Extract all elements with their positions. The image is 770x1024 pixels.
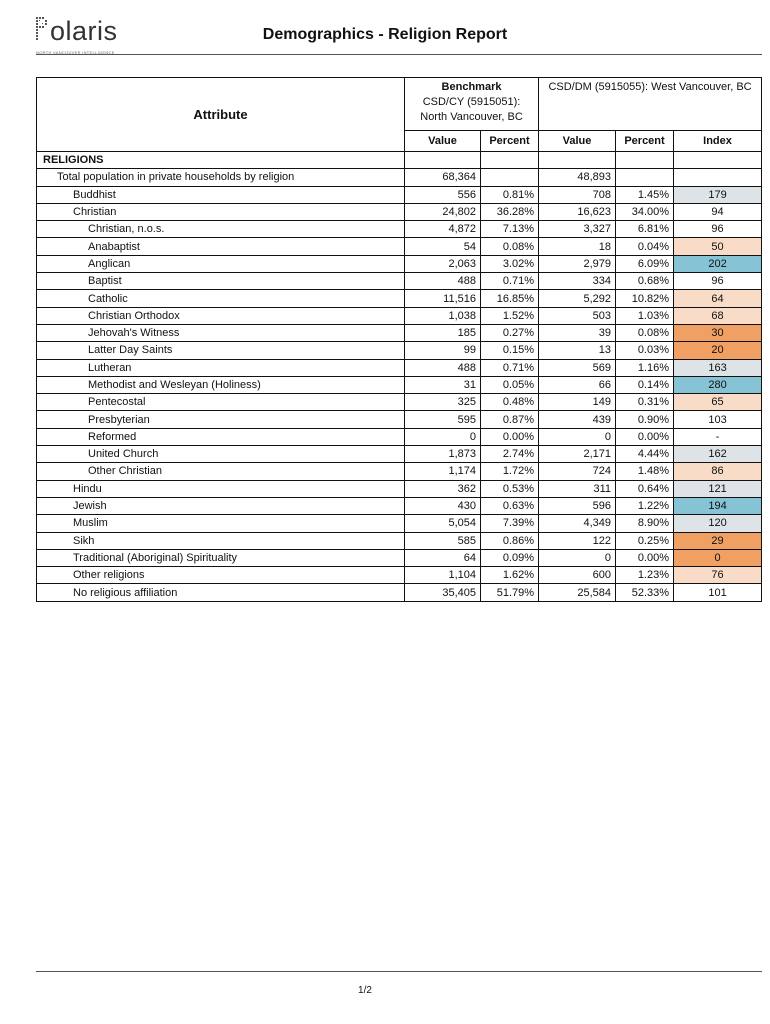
table-row [37,169,762,186]
value: 18 [539,238,616,255]
page-number: 1/2 [358,985,372,996]
benchmark-value: 1,873 [405,446,481,463]
section-row [37,152,762,169]
benchmark-percent: 0.86% [481,532,539,549]
row-label: Hindu [37,480,405,497]
benchmark-percent: 1.72% [481,463,539,480]
value: 503 [539,307,616,324]
value: 4,349 [539,515,616,532]
table-row [37,446,762,463]
benchmark-place: CSD/CY (5915051): North Vancouver, BC [420,96,523,123]
index-value: 162 [674,446,762,463]
section-title: RELIGIONS [37,152,405,169]
row-label: Methodist and Wesleyan (Holiness) [37,376,405,393]
row-label: Christian, n.o.s. [37,221,405,238]
percent: 0.25% [616,532,674,549]
benchmark-percent: 0.71% [481,359,539,376]
benchmark-percent: 51.79% [481,584,539,601]
benchmark-value: 2,063 [405,255,481,272]
benchmark-percent: 3.02% [481,255,539,272]
value: 39 [539,324,616,341]
percent: 1.45% [616,186,674,203]
value: 708 [539,186,616,203]
benchmark-percent: 7.13% [481,221,539,238]
percent: 6.09% [616,255,674,272]
index-value: 202 [674,255,762,272]
index-value: 103 [674,411,762,428]
row-label: Jehovah's Witness [37,324,405,341]
percent: 1.23% [616,567,674,584]
value: 439 [539,411,616,428]
value: 13 [539,342,616,359]
row-label: Reformed [37,428,405,445]
index-value: 96 [674,221,762,238]
benchmark-value: 5,054 [405,515,481,532]
index-value: 179 [674,186,762,203]
percent: 10.82% [616,290,674,307]
col-percent: Percent [616,131,674,152]
value: 600 [539,567,616,584]
index-value: 96 [674,273,762,290]
index-value: 68 [674,307,762,324]
benchmark-percent: 0.48% [481,394,539,411]
index-value: 64 [674,290,762,307]
col-value: Value [539,131,616,152]
percent: 52.33% [616,584,674,601]
table-row [37,186,762,203]
index-value: 121 [674,480,762,497]
value: 0 [539,428,616,445]
table-row [37,549,762,566]
benchmark-value: 54 [405,238,481,255]
table-row [37,307,762,324]
benchmark-percent: 0.05% [481,376,539,393]
value: 311 [539,480,616,497]
index-value: 65 [674,394,762,411]
percent: 34.00% [616,203,674,220]
value: 596 [539,497,616,514]
table-row [37,273,762,290]
benchmark-percent: 0.09% [481,549,539,566]
benchmark-percent: 16.85% [481,290,539,307]
benchmark-header [405,78,539,131]
benchmark-value: 430 [405,497,481,514]
benchmark-percent: 1.52% [481,307,539,324]
percent: 0.64% [616,480,674,497]
benchmark-value: 488 [405,359,481,376]
row-label: Presbyterian [37,411,405,428]
benchmark-value: 1,038 [405,307,481,324]
percent: 6.81% [616,221,674,238]
page-title: Demographics - Religion Report [262,26,508,43]
value: 16,623 [539,203,616,220]
percent: 0.08% [616,324,674,341]
benchmark-value: 185 [405,324,481,341]
row-label: Baptist [37,273,405,290]
benchmark-value: 325 [405,394,481,411]
table-row [37,532,762,549]
table-row [37,342,762,359]
table-row [37,584,762,601]
benchmark-value: 585 [405,532,481,549]
index-value: 94 [674,203,762,220]
benchmark-percent: 0.15% [481,342,539,359]
index-value [674,169,762,186]
benchmark-value: 1,104 [405,567,481,584]
row-label: Pentecostal [37,394,405,411]
table-row [37,359,762,376]
benchmark-percent: 0.27% [481,324,539,341]
value: 2,979 [539,255,616,272]
index-value: 50 [674,238,762,255]
index-value: - [674,428,762,445]
benchmark-percent: 0.08% [481,238,539,255]
table-row [37,515,762,532]
benchmark-value: 1,174 [405,463,481,480]
percent: 8.90% [616,515,674,532]
benchmark-percent: 0.71% [481,273,539,290]
row-label: Jewish [37,497,405,514]
row-label: United Church [37,446,405,463]
index-value: 30 [674,324,762,341]
value: 334 [539,273,616,290]
benchmark-percent: 36.28% [481,203,539,220]
polaris-logo [36,14,132,54]
benchmark-value: 64 [405,549,481,566]
attribute-header: Attribute [37,78,405,152]
benchmark-percent: 7.39% [481,515,539,532]
col-benchmark-value: Value [405,131,481,152]
benchmark-value: 362 [405,480,481,497]
percent: 0.03% [616,342,674,359]
table-row [37,394,762,411]
table-row [37,567,762,584]
row-label: Catholic [37,290,405,307]
benchmark-value: 595 [405,411,481,428]
percent: 0.14% [616,376,674,393]
percent: 1.03% [616,307,674,324]
table-row [37,428,762,445]
benchmark-value: 24,802 [405,203,481,220]
index-value: 280 [674,376,762,393]
index-value: 76 [674,567,762,584]
row-label: Lutheran [37,359,405,376]
table-row [37,463,762,480]
value: 3,327 [539,221,616,238]
percent: 1.16% [616,359,674,376]
row-label: Anglican [37,255,405,272]
religion-table [36,77,762,602]
comparison-header [539,78,762,131]
percent: 1.48% [616,463,674,480]
percent: 0.04% [616,238,674,255]
benchmark-value: 35,405 [405,584,481,601]
benchmark-value: 488 [405,273,481,290]
benchmark-value: 68,364 [405,169,481,186]
row-label: Anabaptist [37,238,405,255]
index-value: 101 [674,584,762,601]
benchmark-percent: 2.74% [481,446,539,463]
row-label: Muslim [37,515,405,532]
index-value: 120 [674,515,762,532]
index-value: 194 [674,497,762,514]
row-label: Other religions [37,567,405,584]
row-label: Sikh [37,532,405,549]
row-label: Other Christian [37,463,405,480]
benchmark-value: 0 [405,428,481,445]
value: 5,292 [539,290,616,307]
table-row [37,411,762,428]
table-row [37,221,762,238]
table-row [37,324,762,341]
value: 0 [539,549,616,566]
benchmark-percent: 0.53% [481,480,539,497]
row-label: Christian [37,203,405,220]
col-index: Index [674,131,762,152]
benchmark-label: Benchmark [441,81,502,93]
table-row [37,290,762,307]
percent: 0.00% [616,428,674,445]
benchmark-value: 31 [405,376,481,393]
percent: 0.31% [616,394,674,411]
percent: 0.68% [616,273,674,290]
table-row [37,238,762,255]
percent [616,169,674,186]
index-value: 0 [674,549,762,566]
percent: 4.44% [616,446,674,463]
benchmark-percent [481,169,539,186]
row-label: Christian Orthodox [37,307,405,324]
benchmark-percent: 1.62% [481,567,539,584]
percent: 1.22% [616,497,674,514]
value: 48,893 [539,169,616,186]
table-row [37,203,762,220]
index-value: 163 [674,359,762,376]
percent: 0.00% [616,549,674,566]
benchmark-percent: 0.87% [481,411,539,428]
comparison-place: CSD/DM (5915055): West Vancouver, BC [548,81,752,93]
row-label: No religious affiliation [37,584,405,601]
value: 569 [539,359,616,376]
benchmark-percent: 0.63% [481,497,539,514]
row-label: Buddhist [37,186,405,203]
row-label: Latter Day Saints [37,342,405,359]
benchmark-percent: 0.81% [481,186,539,203]
benchmark-value: 556 [405,186,481,203]
index-value: 29 [674,532,762,549]
table-row [37,376,762,393]
benchmark-value: 4,872 [405,221,481,238]
index-value: 86 [674,463,762,480]
value: 724 [539,463,616,480]
value: 149 [539,394,616,411]
value: 122 [539,532,616,549]
index-value: 20 [674,342,762,359]
benchmark-value: 99 [405,342,481,359]
brand-tagline: NORTH VANCOUVER INTELLIGENCE [36,50,115,55]
benchmark-value: 11,516 [405,290,481,307]
row-label: Traditional (Aboriginal) Spirituality [37,549,405,566]
value: 25,584 [539,584,616,601]
header-divider [36,54,762,55]
brand-name: olaris [50,16,118,46]
percent: 0.90% [616,411,674,428]
table-row [37,480,762,497]
table-row [37,255,762,272]
footer-divider [36,971,762,972]
row-label: Total population in private households by religion [37,169,405,186]
table-row [37,497,762,514]
value: 66 [539,376,616,393]
col-benchmark-percent: Percent [481,131,539,152]
logo-p-mark-icon [36,17,48,47]
benchmark-percent: 0.00% [481,428,539,445]
value: 2,171 [539,446,616,463]
